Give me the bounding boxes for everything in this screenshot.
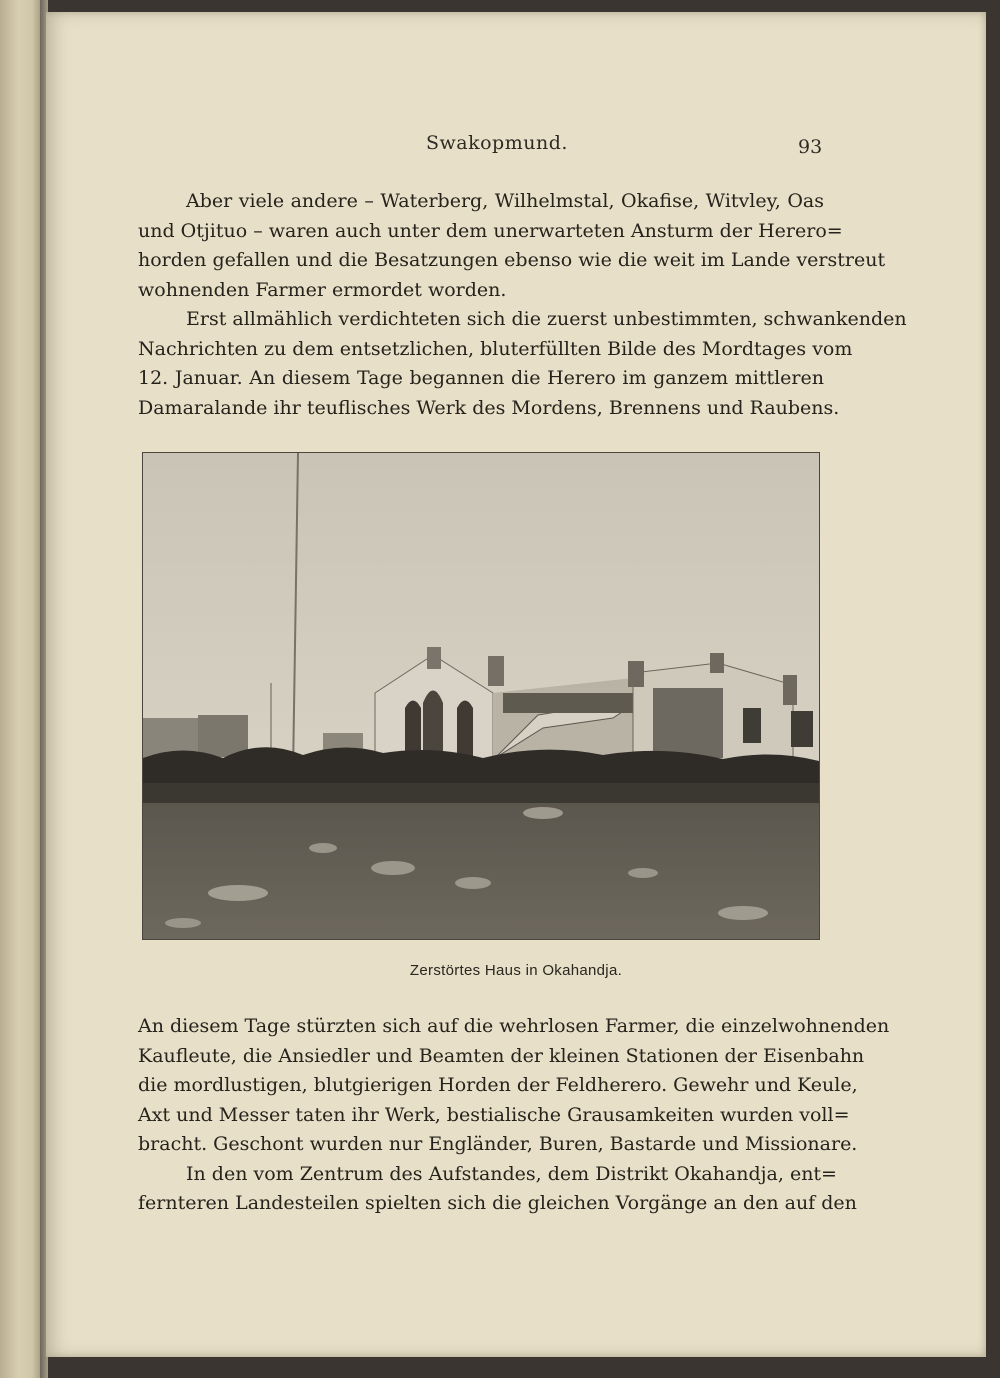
text-line: fernteren Landesteilen spielten sich die gleichen Vorgänge an den auf den	[138, 1192, 857, 1214]
text-line: In den vom Zentrum des Aufstandes, dem Distrikt Okahandja, ent=	[186, 1162, 837, 1185]
page-number: 93	[798, 136, 823, 158]
chimney	[488, 656, 504, 686]
text-block-top	[138, 187, 907, 423]
book-page	[46, 12, 986, 1357]
window	[743, 708, 761, 743]
ground	[143, 803, 819, 939]
chimney	[783, 675, 797, 705]
page-header	[46, 132, 986, 162]
text-line: Damaralande ihr teuflisches Werk des Mordens, Brennens und Raubens.	[138, 396, 840, 419]
chimney	[710, 653, 724, 673]
text-line: An diesem Tage stürzten sich auf die wehrlosen Farmer, die einzelwohnenden	[138, 1015, 890, 1037]
stone	[628, 868, 658, 878]
stone	[718, 906, 768, 920]
text-line: 12. Januar. An diesem Tage begannen die Herero im ganzem mittleren	[138, 367, 824, 389]
text-line: Nachrichten zu dem entsetzlichen, bluterfüllten Bilde des Mordtages vom	[138, 337, 853, 360]
chimney	[427, 647, 441, 669]
chimney	[628, 661, 644, 687]
running-title: Swakopmund.	[426, 132, 568, 154]
text-line: horden gefallen und die Besatzungen ebenso wie die weit im Lande verstreut	[138, 249, 886, 271]
burnt-debris	[503, 693, 633, 713]
text-line: Aber viele andere – Waterberg, Wilhelmstal, Okafise, Witvley, Oas	[186, 190, 824, 212]
stone	[455, 877, 491, 889]
stone	[208, 885, 268, 901]
text-line: Erst allmählich verdichteten sich die zuerst unbestimmten, schwankenden	[186, 308, 907, 330]
stone	[165, 918, 201, 928]
text-line: Kaufleute, die Ansiedler und Beamten der kleinen Stationen der Eisenbahn	[138, 1044, 865, 1067]
distant-building	[198, 715, 248, 757]
stone	[309, 843, 337, 853]
text-line: die mordlustigen, blutgierigen Horden der Feldherero. Gewehr und Keule,	[138, 1074, 858, 1096]
text-line: Axt und Messer taten ihr Werk, bestialische Grausamkeiten wurden voll=	[138, 1103, 850, 1126]
photo-illustration	[143, 453, 819, 939]
stone	[523, 807, 563, 819]
burn-mark	[653, 688, 723, 758]
window	[791, 711, 813, 747]
text-line: bracht. Geschont wurden nur Engländer, Buren, Bastarde und Missionare.	[138, 1133, 858, 1155]
text-line: und Otjituo – waren auch unter dem unerwarteten Ansturm der Herero=	[138, 219, 843, 242]
figure-caption: Zerstörtes Haus in Okahandja.	[409, 962, 623, 979]
text-line: wohnenden Farmer ermordet worden.	[138, 278, 507, 301]
stone	[371, 861, 415, 875]
text-block-bottom	[138, 1012, 890, 1219]
photograph-destroyed-house	[142, 452, 820, 940]
